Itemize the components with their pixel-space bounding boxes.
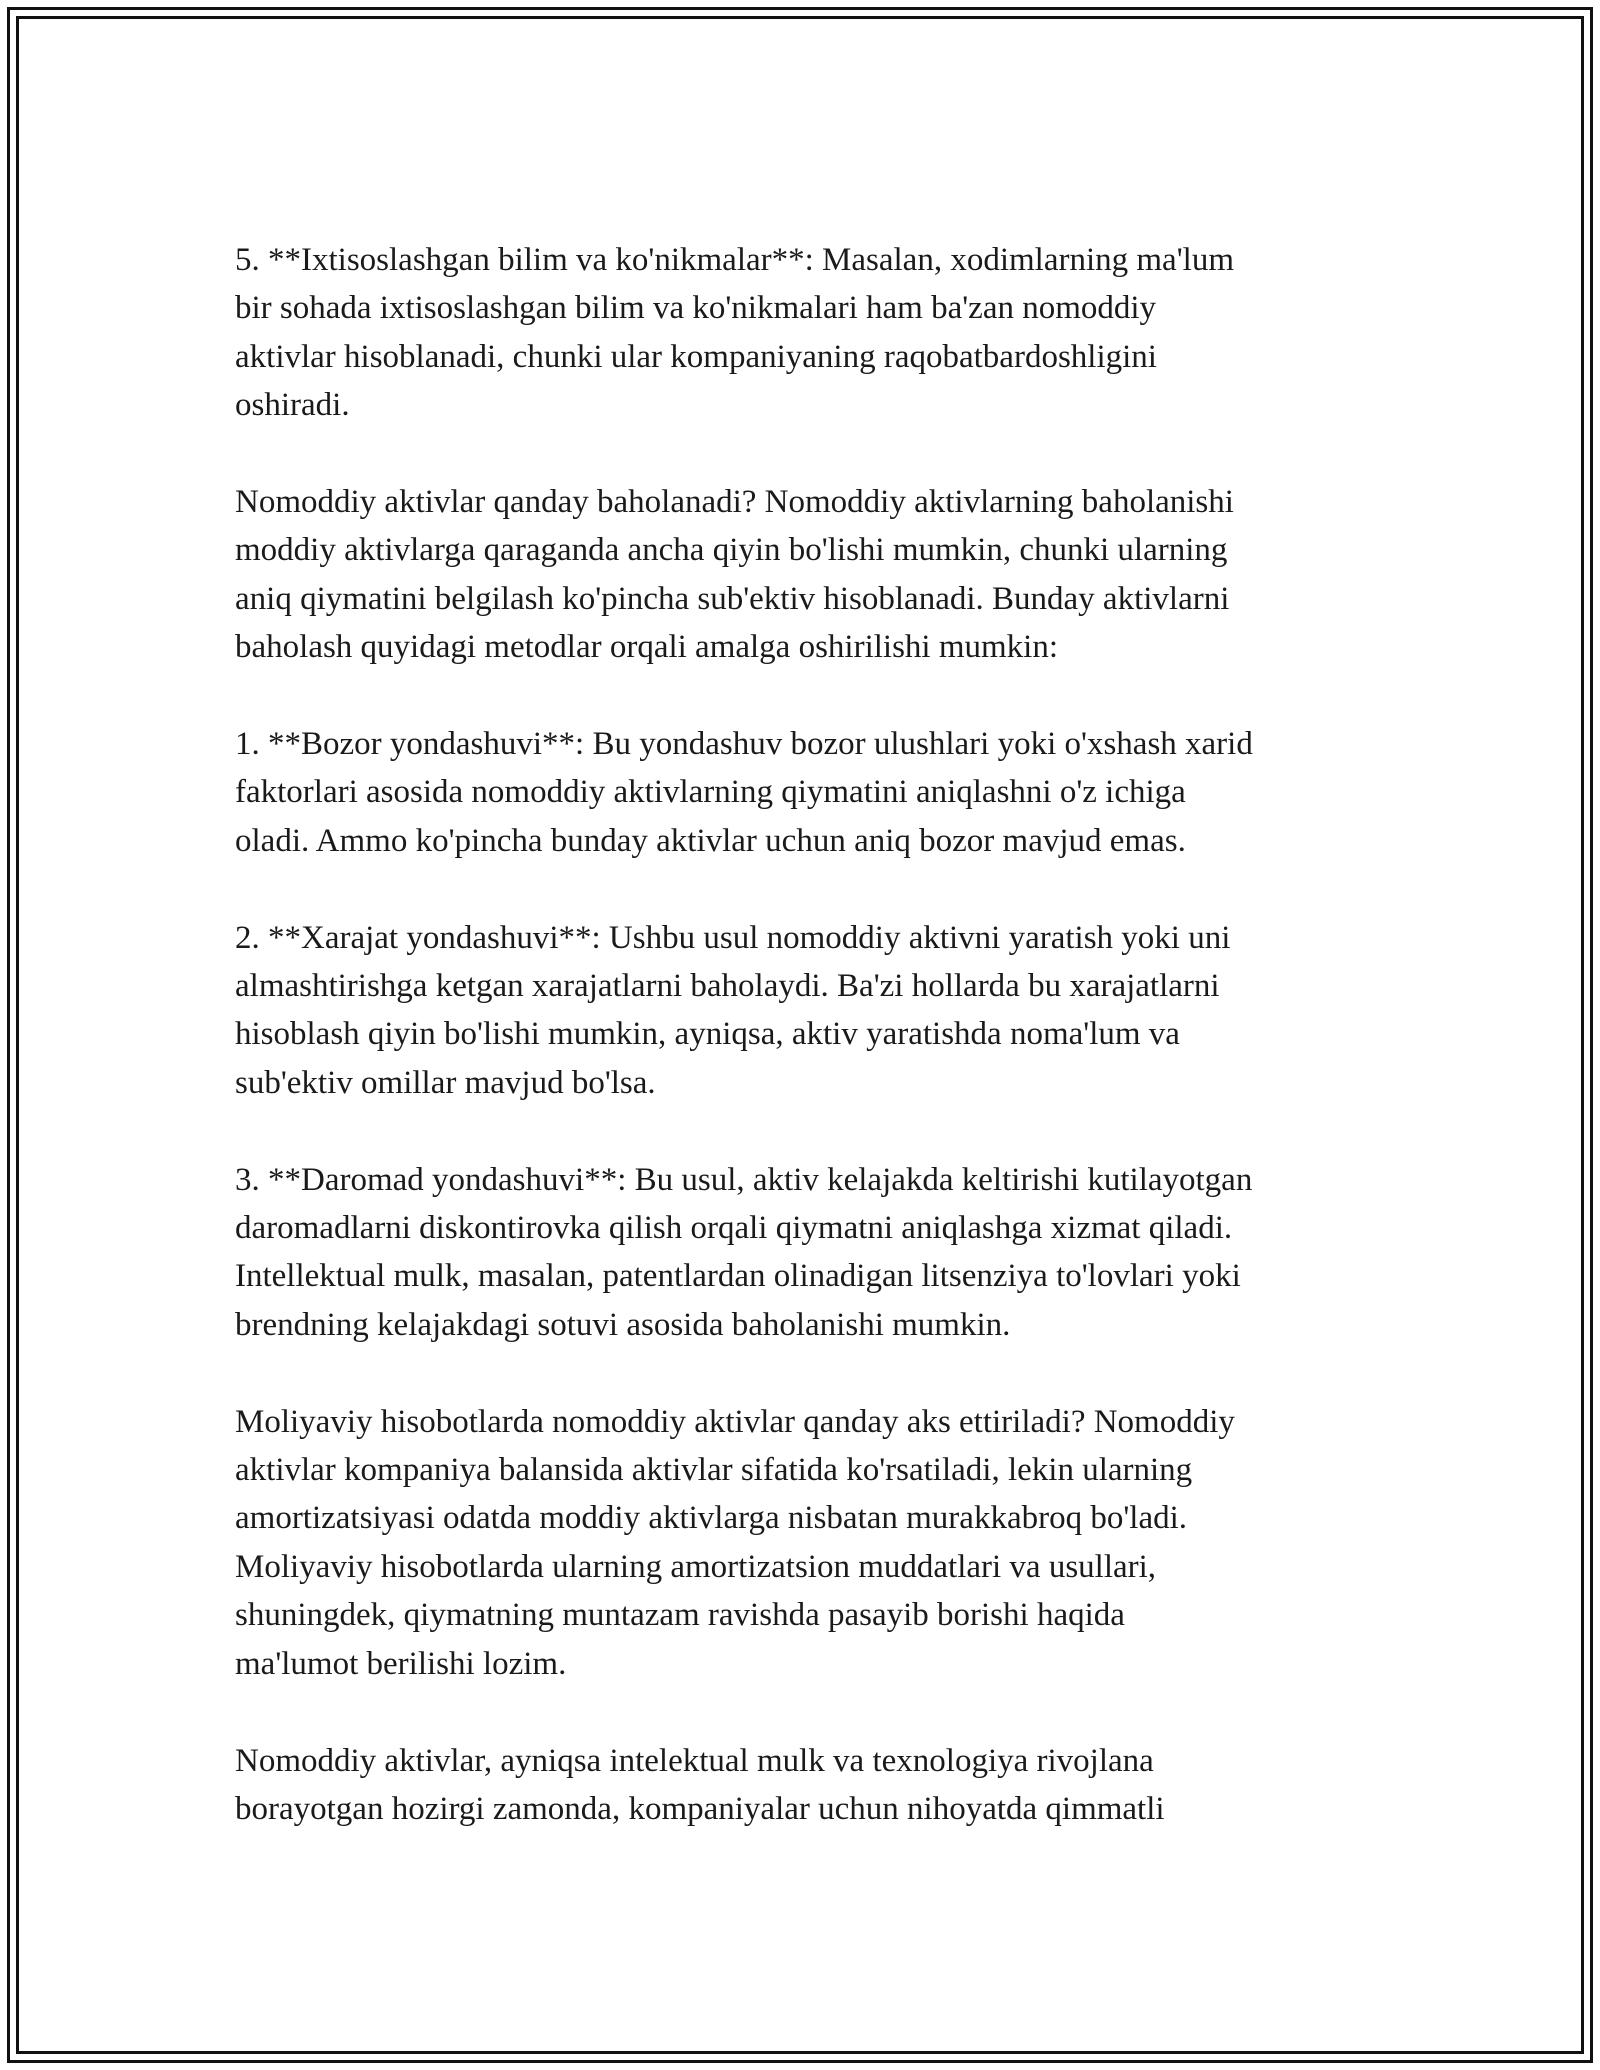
- paragraph-specialized-knowledge: [235, 236, 1385, 430]
- text-line: borayotgan hozirgi zamonda, kompaniyalar uchun nihoyatda qimmatli: [235, 1790, 1165, 1827]
- text-line: faktorlari asosida nomoddiy aktivlarning qiymatini aniqlashni o'z ichiga: [235, 774, 1186, 811]
- paragraph-conclusion: [235, 1737, 1385, 1834]
- text-line: oladi. Ammo ko'pincha bunday aktivlar uchun aniq bozor mavjud emas.: [235, 822, 1186, 859]
- text-line: Nomoddiy aktivlar, ayniqsa intelektual mulk va texnologiya rivojlana: [235, 1742, 1154, 1779]
- text-line: Moliyaviy hisobotlarda nomoddiy aktivlar qanday aks ettiriladi? Nomoddiy: [235, 1403, 1235, 1440]
- paragraph-cost-approach: [235, 914, 1385, 1108]
- text-line: hisoblash qiyin bo'lishi mumkin, ayniqsa, aktiv yaratishda noma'lum va: [235, 1016, 1180, 1053]
- text-line: Nomoddiy aktivlar qanday baholanadi? Nomoddiy aktivlarning baholanishi: [235, 484, 1234, 521]
- text-line: 2. **Xarajat yondashuvi**: Ushbu usul nomoddiy aktivni yaratish yoki uni: [235, 919, 1231, 956]
- text-line: Moliyaviy hisobotlarda ularning amortizatsion muddatlari va usullari,: [235, 1548, 1157, 1585]
- text-line: almashtirishga ketgan xarajatlarni baholaydi. Ba'zi hollarda bu xarajatlarni: [235, 968, 1220, 1005]
- text-line: aktivlar hisoblanadi, chunki ular kompaniyaning raqobatbardoshligini: [235, 338, 1157, 375]
- text-line: brendning kelajakdagi sotuvi asosida baholanishi mumkin.: [235, 1306, 1011, 1343]
- text-line: moddiy aktivlarga qaraganda ancha qiyin bo'lishi mumkin, chunki ularning: [235, 532, 1228, 569]
- text-line: shuningdek, qiymatning muntazam ravishda pasayib borishi haqida: [235, 1597, 1125, 1634]
- paragraph-financial-reporting: [235, 1398, 1385, 1688]
- text-line: 3. **Daromad yondashuvi**: Bu usul, aktiv kelajakda keltirishi kutilayotgan: [235, 1161, 1253, 1198]
- paragraph-market-approach: [235, 720, 1385, 865]
- text-line: ma'lumot berilishi lozim.: [235, 1645, 567, 1682]
- paragraph-valuation-question: [235, 478, 1385, 672]
- text-line: Intellektual mulk, masalan, patentlardan olinadigan litsenziya to'lovlari yoki: [235, 1258, 1241, 1295]
- text-line: oshiradi.: [235, 387, 350, 424]
- text-line: aktivlar kompaniya balansida aktivlar sifatida ko'rsatiladi, lekin ularning: [235, 1452, 1193, 1489]
- paragraph-income-approach: [235, 1156, 1385, 1350]
- text-line: aniq qiymatini belgilash ko'pincha sub'ektiv hisoblanadi. Bunday aktivlarni: [235, 580, 1230, 617]
- text-line: amortizatsiyasi odatda moddiy aktivlarga nisbatan murakkabroq bo'ladi.: [235, 1500, 1188, 1537]
- text-line: 1. **Bozor yondashuvi**: Bu yondashuv bozor ulushlari yoki o'xshash xarid: [235, 726, 1253, 763]
- text-line: 5. **Ixtisoslashgan bilim va ko'nikmalar**: Masalan, xodimlarning ma'lum: [235, 242, 1234, 278]
- document-body: [235, 236, 1385, 1882]
- text-line: daromadlarni diskontirovka qilish orqali qiymatni aniqlashga xizmat qiladi.: [235, 1210, 1233, 1247]
- text-line: sub'ektiv omillar mavjud bo'lsa.: [235, 1064, 656, 1101]
- text-line: bir sohada ixtisoslashgan bilim va ko'nikmalari ham ba'zan nomoddiy: [235, 290, 1157, 327]
- text-line: baholash quyidagi metodlar orqali amalga oshirilishi mumkin:: [235, 629, 1059, 666]
